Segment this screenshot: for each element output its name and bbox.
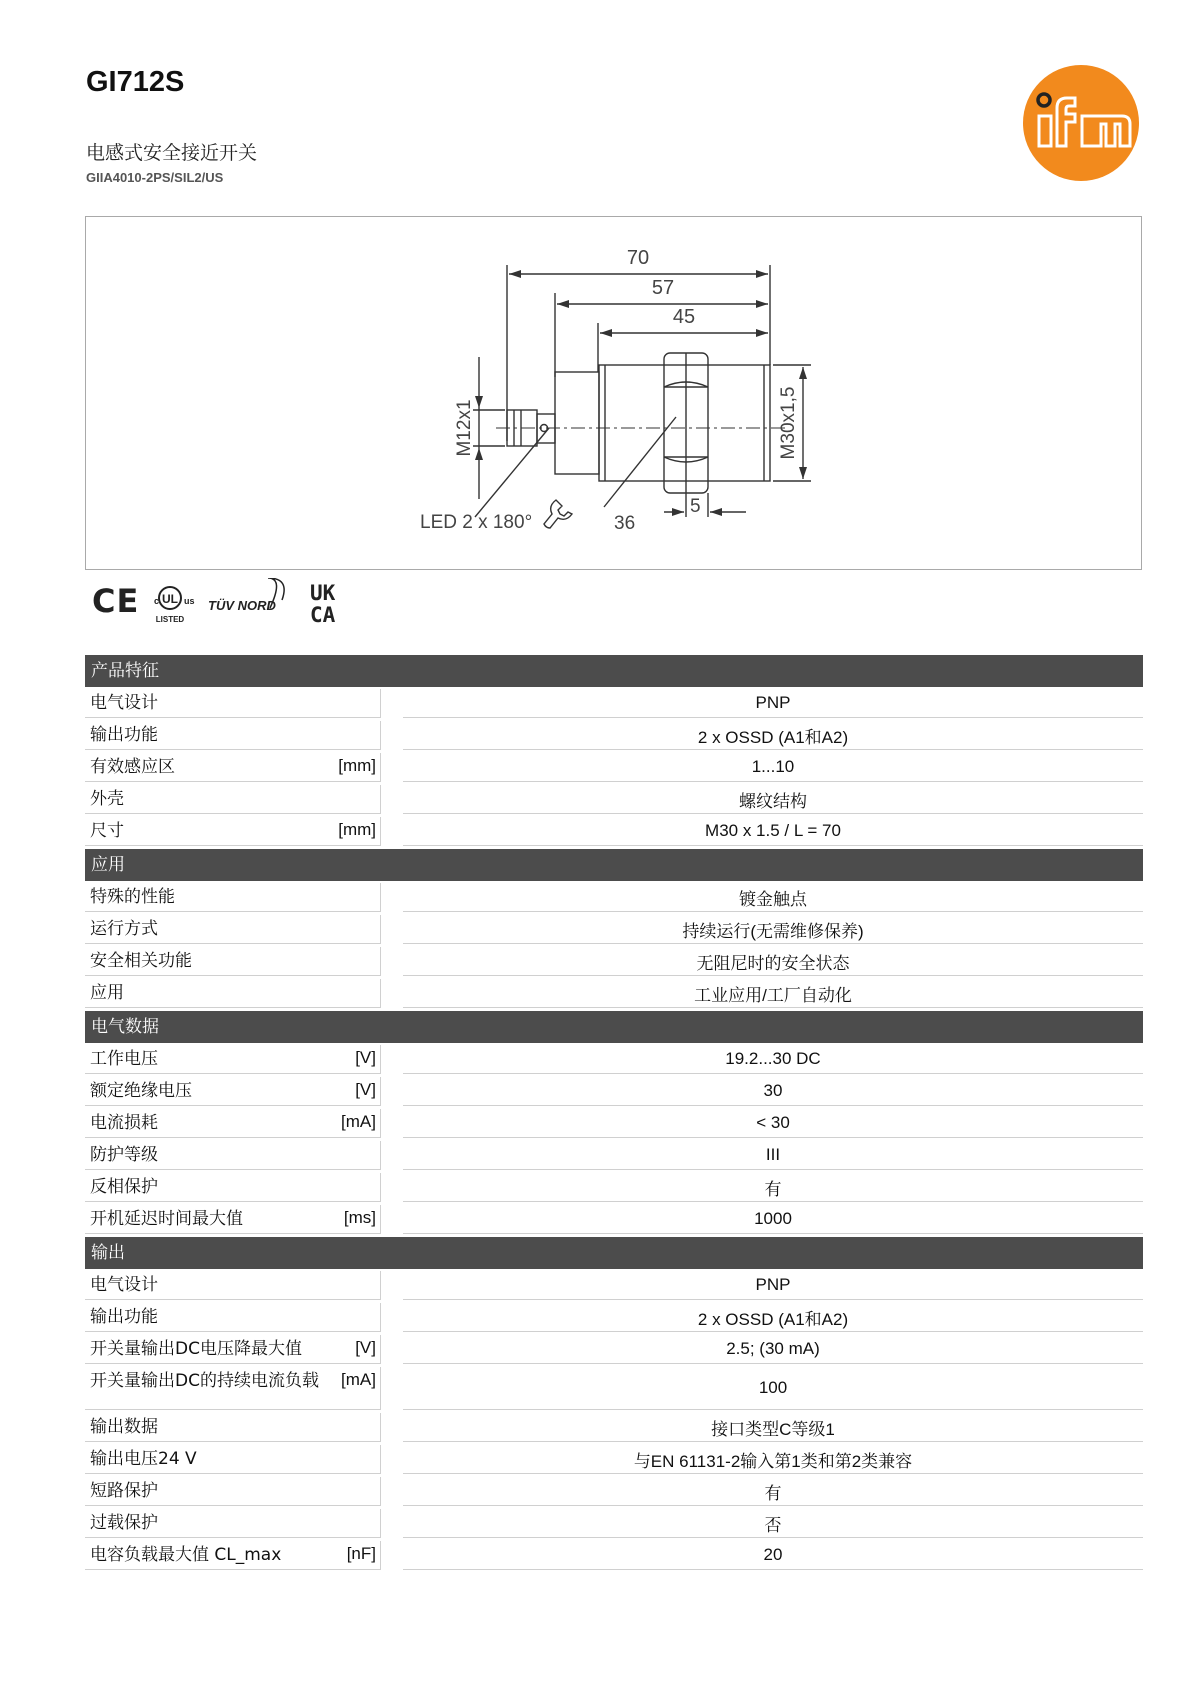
logo-text: ifm: [1081, 176, 1083, 177]
spec-label-cell: [85, 1173, 381, 1202]
spec-label: 外壳: [90, 789, 124, 809]
spec-value: PNP: [403, 1271, 1143, 1300]
spec-label-cell: [85, 1077, 381, 1106]
spec-label-cell: [85, 1477, 381, 1506]
spec-value: 20: [403, 1541, 1143, 1570]
spec-value: 1000: [403, 1205, 1143, 1234]
spec-label-cell: [85, 1141, 381, 1170]
section-header: 电气数据: [85, 1011, 1143, 1043]
product-title: GI712S: [86, 66, 185, 98]
spec-label: 电气设计: [90, 693, 158, 713]
spec-value: 无阻尼时的安全状态: [403, 947, 1143, 976]
ukca-bottom: CA: [310, 603, 336, 627]
spec-label: 短路保护: [90, 1481, 158, 1501]
spec-row: [85, 883, 1143, 915]
spec-unit: [mA]: [341, 1370, 376, 1389]
spec-row: [85, 1509, 1143, 1541]
product-code: GIIA4010-2PS/SIL2/US: [86, 170, 224, 185]
spec-row: [85, 721, 1143, 753]
spec-row: [85, 979, 1143, 1011]
spec-row: [85, 753, 1143, 785]
spec-row: [85, 1477, 1143, 1509]
spec-value: 持续运行(无需维修保养): [403, 915, 1143, 944]
spec-unit: [mA]: [341, 1112, 376, 1131]
ul-us: us: [184, 596, 195, 606]
spec-label: 开关量输出DC电压降最大值: [90, 1339, 302, 1359]
spec-label: 输出功能: [90, 1307, 158, 1327]
spec-label: 有效感应区: [90, 757, 175, 777]
spec-label: 安全相关功能: [90, 951, 192, 971]
spec-row: [85, 785, 1143, 817]
dim-57: 57: [651, 277, 675, 299]
spec-label: 电气设计: [90, 1275, 158, 1295]
spec-label-cell: [85, 1109, 381, 1138]
tuv-nord-mark: TÜV NORD: [208, 598, 276, 613]
spec-row: [85, 1303, 1143, 1335]
spec-value: 2 x OSSD (A1和A2): [403, 1303, 1143, 1332]
ifm-logo: [1022, 64, 1140, 182]
spec-value: 镀金触点: [403, 883, 1143, 912]
spec-value: 1...10: [403, 753, 1143, 782]
spec-label: 反相保护: [90, 1177, 158, 1197]
spec-row: [85, 1205, 1143, 1237]
dim-70: 70: [626, 247, 650, 269]
spec-row: [85, 1077, 1143, 1109]
spec-unit: [V]: [355, 1048, 376, 1067]
spec-label-cell: [85, 785, 381, 814]
spec-unit: [nF]: [346, 1544, 376, 1563]
spec-label: 尺寸: [90, 821, 124, 841]
ul-c: c: [154, 596, 160, 606]
spec-label-cell: [85, 1303, 381, 1332]
led-label: LED 2 x 180°: [420, 512, 533, 533]
spec-unit: [V]: [355, 1080, 376, 1099]
spec-label: 输出电压24 V: [90, 1449, 197, 1469]
spec-label: 过载保护: [90, 1513, 158, 1533]
spec-label: 额定绝缘电压: [90, 1081, 192, 1101]
spec-value: 2.5; (30 mA): [403, 1335, 1143, 1364]
spec-unit: [ms]: [343, 1208, 376, 1227]
spec-label: 电容负载最大值 CL_max: [90, 1545, 282, 1565]
spec-label-cell: [85, 1335, 381, 1364]
spec-value: 2 x OSSD (A1和A2): [403, 721, 1143, 750]
spec-value: 30: [403, 1077, 1143, 1106]
spec-label-cell: [85, 1445, 381, 1474]
spec-value: M30 x 1.5 / L = 70: [403, 817, 1143, 846]
spec-value: PNP: [403, 689, 1143, 718]
dim-m30: M30x1,5: [778, 386, 799, 460]
spec-label-cell: [85, 1509, 381, 1538]
spec-value: 有: [403, 1173, 1143, 1202]
spec-value: III: [403, 1141, 1143, 1170]
spec-label-cell: [85, 979, 381, 1008]
ukca-top: UK: [310, 581, 336, 605]
spec-unit: [mm]: [338, 820, 376, 839]
ul-mark: UL: [162, 592, 178, 606]
spec-row: [85, 947, 1143, 979]
spec-row: [85, 1109, 1143, 1141]
spec-value: 100: [403, 1367, 1143, 1410]
wrench-icon: [544, 500, 572, 528]
spec-table: [85, 655, 1143, 1573]
spec-row: [85, 915, 1143, 947]
spec-label-cell: [85, 753, 381, 782]
spec-label: 电流损耗: [90, 1113, 158, 1133]
dim-5: 5: [690, 496, 701, 517]
spec-value: 否: [403, 1509, 1143, 1538]
product-subtitle: 电感式安全接近开关: [86, 142, 258, 164]
spec-value: 工业应用/工厂自动化: [403, 979, 1143, 1008]
spec-label: 开关量输出DC的持续电流负载: [90, 1371, 319, 1391]
spec-row: [85, 1271, 1143, 1303]
spec-label-cell: [85, 915, 381, 944]
wrench-size: 36: [614, 513, 636, 534]
spec-unit: [mm]: [338, 756, 376, 775]
spec-unit: [V]: [355, 1338, 376, 1357]
ce-mark: CE: [92, 582, 140, 620]
section-header: 输出: [85, 1237, 1143, 1269]
spec-label-cell: [85, 1413, 381, 1442]
spec-row: [85, 1413, 1143, 1445]
spec-label: 工作电压: [90, 1049, 158, 1069]
spec-label-cell: [85, 1541, 381, 1570]
spec-label: 输出功能: [90, 725, 158, 745]
section-header: 应用: [85, 849, 1143, 881]
spec-label-cell: [85, 1045, 381, 1074]
dim-m12: M12x1: [454, 399, 475, 457]
spec-label-cell: [85, 1271, 381, 1300]
spec-label-cell: [85, 1367, 381, 1410]
spec-label-cell: [85, 817, 381, 846]
spec-row: [85, 817, 1143, 849]
spec-row: [85, 1173, 1143, 1205]
ul-listed: LISTED: [155, 615, 185, 624]
spec-row: [85, 1141, 1143, 1173]
spec-label-cell: [85, 689, 381, 718]
dimension-drawing: [85, 216, 1142, 570]
certification-marks: [92, 578, 372, 628]
spec-row: [85, 1045, 1143, 1077]
spec-label-cell: [85, 883, 381, 912]
spec-value: 螺纹结构: [403, 785, 1143, 814]
spec-label: 运行方式: [90, 919, 158, 939]
section-header: 产品特征: [85, 655, 1143, 687]
spec-label-cell: [85, 721, 381, 750]
spec-label: 输出数据: [90, 1417, 158, 1437]
spec-row: [85, 1335, 1143, 1367]
spec-value: 19.2...30 DC: [403, 1045, 1143, 1074]
spec-label: 开机延迟时间最大值: [90, 1209, 243, 1229]
spec-value: 接口类型C等级1: [403, 1413, 1143, 1442]
spec-label-cell: [85, 947, 381, 976]
dim-45: 45: [672, 306, 696, 328]
spec-label-cell: [85, 1205, 381, 1234]
spec-row: [85, 1367, 1143, 1413]
spec-label: 应用: [90, 983, 124, 1003]
spec-value: < 30: [403, 1109, 1143, 1138]
spec-row: [85, 1541, 1143, 1573]
spec-label: 特殊的性能: [90, 887, 175, 907]
spec-value: 有: [403, 1477, 1143, 1506]
spec-value: 与EN 61131-2输入第1类和第2类兼容: [403, 1445, 1143, 1474]
spec-row: [85, 689, 1143, 721]
spec-label: 防护等级: [90, 1145, 158, 1165]
spec-row: [85, 1445, 1143, 1477]
